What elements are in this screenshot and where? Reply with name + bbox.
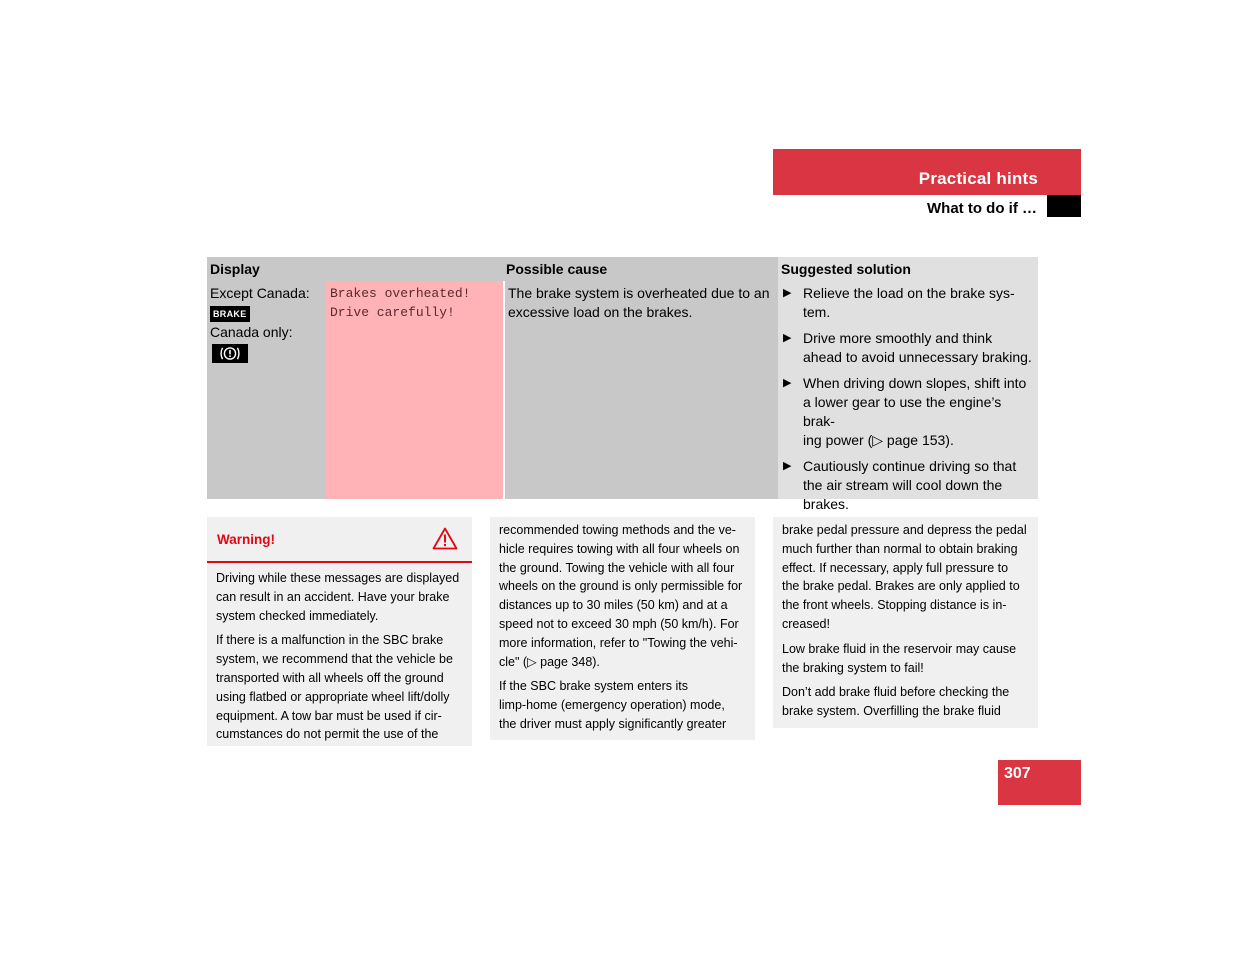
text-line: system, we recommend that the vehicle be xyxy=(216,652,453,667)
text-line: Low brake fluid in the reservoir may cause xyxy=(782,641,1017,656)
solution-text: Cautiously continue driving so that xyxy=(803,458,1017,474)
solution-text: tem. xyxy=(803,304,831,320)
text-line: can result in an accident. Have your brake xyxy=(216,589,450,604)
solution-text: ing power (▷ page 153). xyxy=(803,432,954,448)
warning-continuation-column-3 xyxy=(773,517,1038,728)
warning-continuation-column-2 xyxy=(490,517,755,740)
text-line: the braking system to fail! xyxy=(782,660,924,675)
text-line: much further than normal to obtain braking xyxy=(782,541,1018,556)
text-line: system checked immediately. xyxy=(216,608,379,623)
warning-body xyxy=(207,563,472,756)
subsection-title: What to do if … xyxy=(927,200,1037,217)
text-line: the ground. Towing the vehicle with all four xyxy=(499,560,735,575)
solution-text: Relieve the load on the brake sys- xyxy=(803,285,1015,301)
text-line: speed not to exceed 30 mph (50 km/h). For xyxy=(499,616,739,631)
triangle-right-bullet-icon: ▶ xyxy=(783,377,792,389)
text-line: Don’t add brake fluid before checking the xyxy=(782,685,1010,700)
text-paragraph xyxy=(782,683,1029,721)
text-line: more information, refer to "Towing the vehi- xyxy=(499,635,738,650)
column-header-solution: Suggested solution xyxy=(778,257,1038,281)
display-cell xyxy=(207,281,326,499)
text-line: wheels on the ground is only permissible for xyxy=(499,579,743,594)
solution-item xyxy=(781,284,1035,322)
display-label-except-canada: Except Canada: xyxy=(210,285,310,301)
text-paragraph xyxy=(499,677,746,733)
text-line: recommended towing methods and the ve- xyxy=(499,523,736,537)
triangle-right-bullet-icon: ▶ xyxy=(783,332,792,344)
warning-triangle-icon xyxy=(432,527,458,556)
text-line: If the SBC brake system enters its xyxy=(499,679,688,694)
thumb-tab-marker xyxy=(1047,195,1081,217)
triangle-right-bullet-icon: ▶ xyxy=(783,287,792,299)
text-line: brake system. Overfilling the brake fluid xyxy=(782,704,1001,719)
section-title: Practical hints xyxy=(918,169,1038,188)
message-line: Drive carefully! xyxy=(330,305,455,320)
page-number: 307 xyxy=(1004,765,1031,782)
section-header-bar xyxy=(773,149,1081,195)
suggested-solution-cell xyxy=(778,281,1038,512)
triangle-right-bullet-icon: ▶ xyxy=(783,460,792,472)
text-line: effect. If necessary, apply full pressure to xyxy=(782,560,1009,575)
text-line: the driver must apply significantly greater xyxy=(499,716,727,731)
warning-box xyxy=(207,517,472,746)
display-message-table xyxy=(207,257,1038,512)
brake-icon: BRAKE xyxy=(210,306,250,322)
text-line: Driving while these messages are displayed xyxy=(216,571,460,585)
solution-text: the air stream will cool down the xyxy=(803,477,1003,493)
message-line: Brakes overheated! xyxy=(330,286,471,301)
cause-text: The brake system is overheated due to an xyxy=(508,285,770,301)
text-line: brake pedal pressure and depress the pedal xyxy=(782,523,1027,537)
column-header-cause: Possible cause xyxy=(503,257,778,281)
text-line: using flatbed or appropriate wheel lift/dolly xyxy=(216,689,450,704)
display-message-cell xyxy=(326,281,503,499)
display-label-canada: Canada only: xyxy=(210,324,293,340)
text-line: the front wheels. Stopping distance is in- xyxy=(782,598,1007,613)
solution-text: ahead to avoid unnecessary braking. xyxy=(803,349,1032,365)
solution-text: a lower gear to use the engine’s brak- xyxy=(803,394,1002,429)
text-line: equipment. A tow bar must be used if cir- xyxy=(216,708,442,723)
column-header-display: Display xyxy=(207,257,503,281)
solution-text: Drive more smoothly and think xyxy=(803,330,993,346)
warning-title: Warning! xyxy=(217,532,275,547)
solution-item xyxy=(781,374,1035,450)
warning-paragraph xyxy=(216,631,463,744)
text-line: the brake pedal. Brakes are only applied to xyxy=(782,579,1020,594)
text-paragraph xyxy=(782,640,1029,678)
warning-paragraph xyxy=(216,569,463,625)
text-paragraph xyxy=(499,521,746,671)
text-line: cumstances do not permit the use of the xyxy=(216,727,439,742)
text-paragraph xyxy=(782,521,1029,634)
text-line: limp-home (emergency operation) mode, xyxy=(499,698,725,713)
solution-text: brakes. xyxy=(803,496,849,512)
possible-cause-cell xyxy=(503,281,778,499)
text-line: creased! xyxy=(782,616,830,631)
brake-warning-circle-icon xyxy=(212,344,248,363)
text-line: transported with all wheels off the ground xyxy=(216,670,444,685)
text-line: distances up to 30 miles (50 km) and at a xyxy=(499,598,728,613)
text-line: hicle requires towing with all four wheels on xyxy=(499,541,740,556)
solution-text: When driving down slopes, shift into xyxy=(803,375,1027,391)
cause-text: excessive load on the brakes. xyxy=(508,304,693,320)
warning-header xyxy=(207,517,472,563)
text-line: If there is a malfunction in the SBC brake xyxy=(216,633,444,648)
page-number-box xyxy=(998,760,1081,805)
solution-item xyxy=(781,457,1035,514)
text-line: cle" (▷ page 348). xyxy=(499,654,600,669)
solution-item xyxy=(781,329,1035,367)
